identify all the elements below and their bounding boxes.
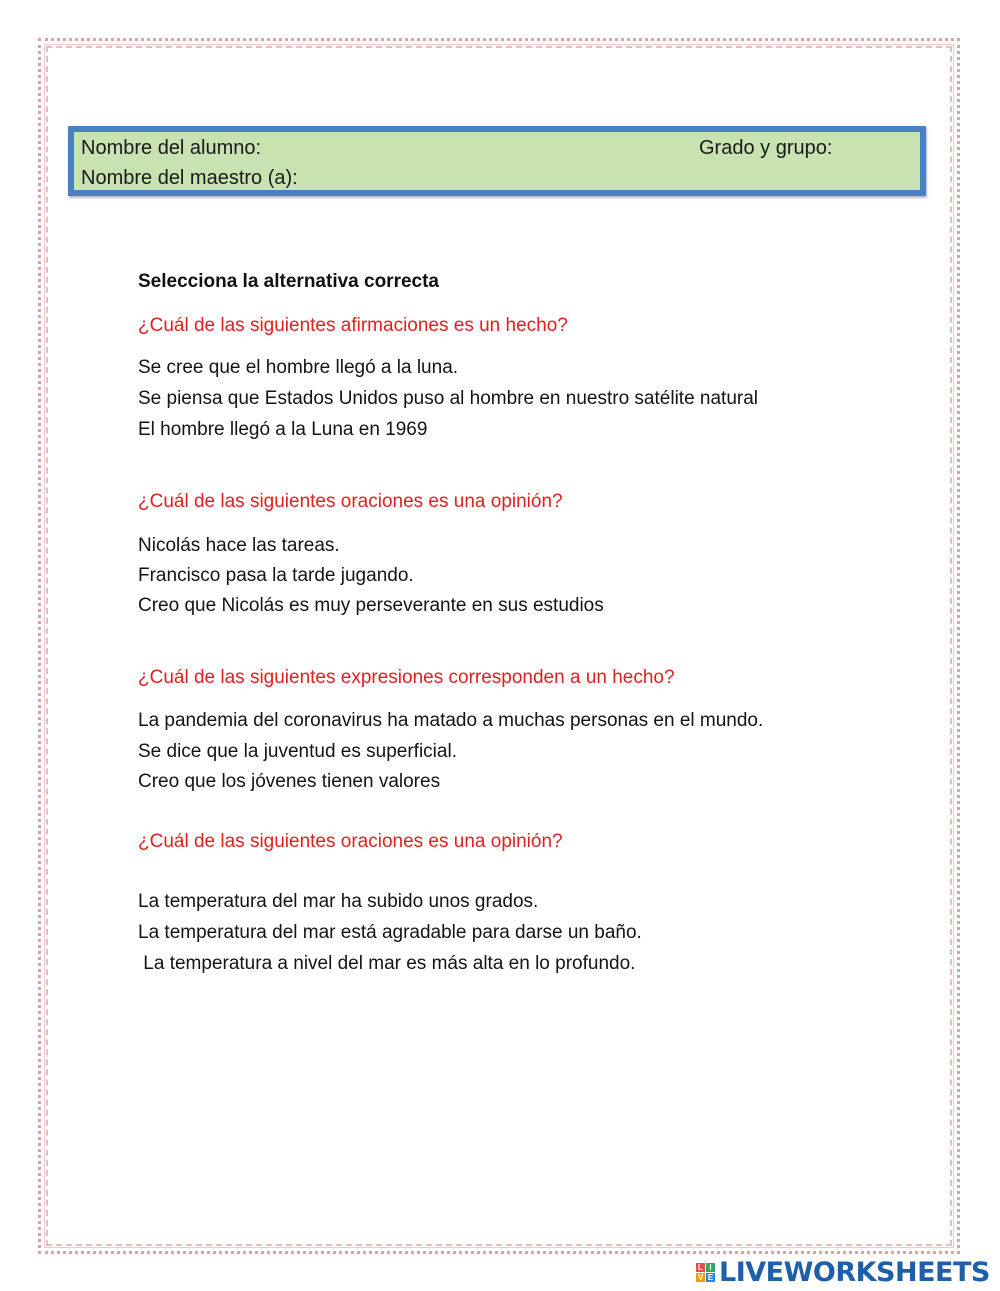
question-1-prompt: ¿Cuál de las siguientes afirmaciones es un hecho? [138, 315, 568, 336]
question-4-option-1[interactable]: La temperatura del mar ha subido unos grados. [138, 891, 539, 912]
logo-mark-letter: V [697, 1272, 704, 1282]
question-2-option-2[interactable]: Francisco pasa la tarde jugando. [138, 565, 414, 586]
question-1-option-3[interactable]: El hombre llegó a la Luna en 1969 [138, 419, 428, 440]
question-2-prompt: ¿Cuál de las siguientes oraciones es una opinión? [138, 491, 563, 512]
question-3-option-2[interactable]: Se dice que la juventud es superficial. [138, 741, 457, 762]
question-4-prompt: ¿Cuál de las siguientes oraciones es una opinión? [138, 831, 563, 852]
logo-text: LIVEWORKSHEETS [719, 1256, 990, 1288]
question-3-option-3[interactable]: Creo que los jóvenes tienen valores [138, 771, 441, 792]
logo-mark-icon [696, 1263, 715, 1282]
logo-mark-letter: L [696, 1263, 705, 1272]
page-border-inner [46, 46, 952, 1246]
question-3-prompt: ¿Cuál de las siguientes expresiones corresponden a un hecho? [138, 667, 675, 688]
logo-mark-letter: I [706, 1263, 715, 1272]
student-info-box [68, 126, 926, 196]
question-4-option-2[interactable]: La temperatura del mar está agradable para darse un baño. [138, 922, 642, 943]
student-name-label: Nombre del alumno: [81, 137, 262, 159]
question-1-option-1[interactable]: Se cree que el hombre llegó a la luna. [138, 357, 459, 378]
question-3-option-1[interactable]: La pandemia del coronavirus ha matado a muchas personas en el mundo. [138, 710, 764, 731]
question-2-option-3[interactable]: Creo que Nicolás es muy perseverante en sus estudios [138, 595, 604, 616]
teacher-name-label: Nombre del maestro (a): [81, 167, 298, 189]
instruction-heading: Selecciona la alternativa correcta [138, 271, 439, 292]
grade-group-label: Grado y grupo: [699, 137, 833, 159]
question-1-option-2[interactable]: Se piensa que Estados Unidos puso al hombre en nuestro satélite natural [138, 388, 759, 409]
liveworksheets-logo [696, 1254, 990, 1290]
question-2-option-1[interactable]: Nicolás hace las tareas. [138, 535, 340, 556]
logo-mark-letter: E [707, 1272, 714, 1282]
question-4-option-3[interactable]: La temperatura a nivel del mar es más alta en lo profundo. [138, 953, 636, 974]
